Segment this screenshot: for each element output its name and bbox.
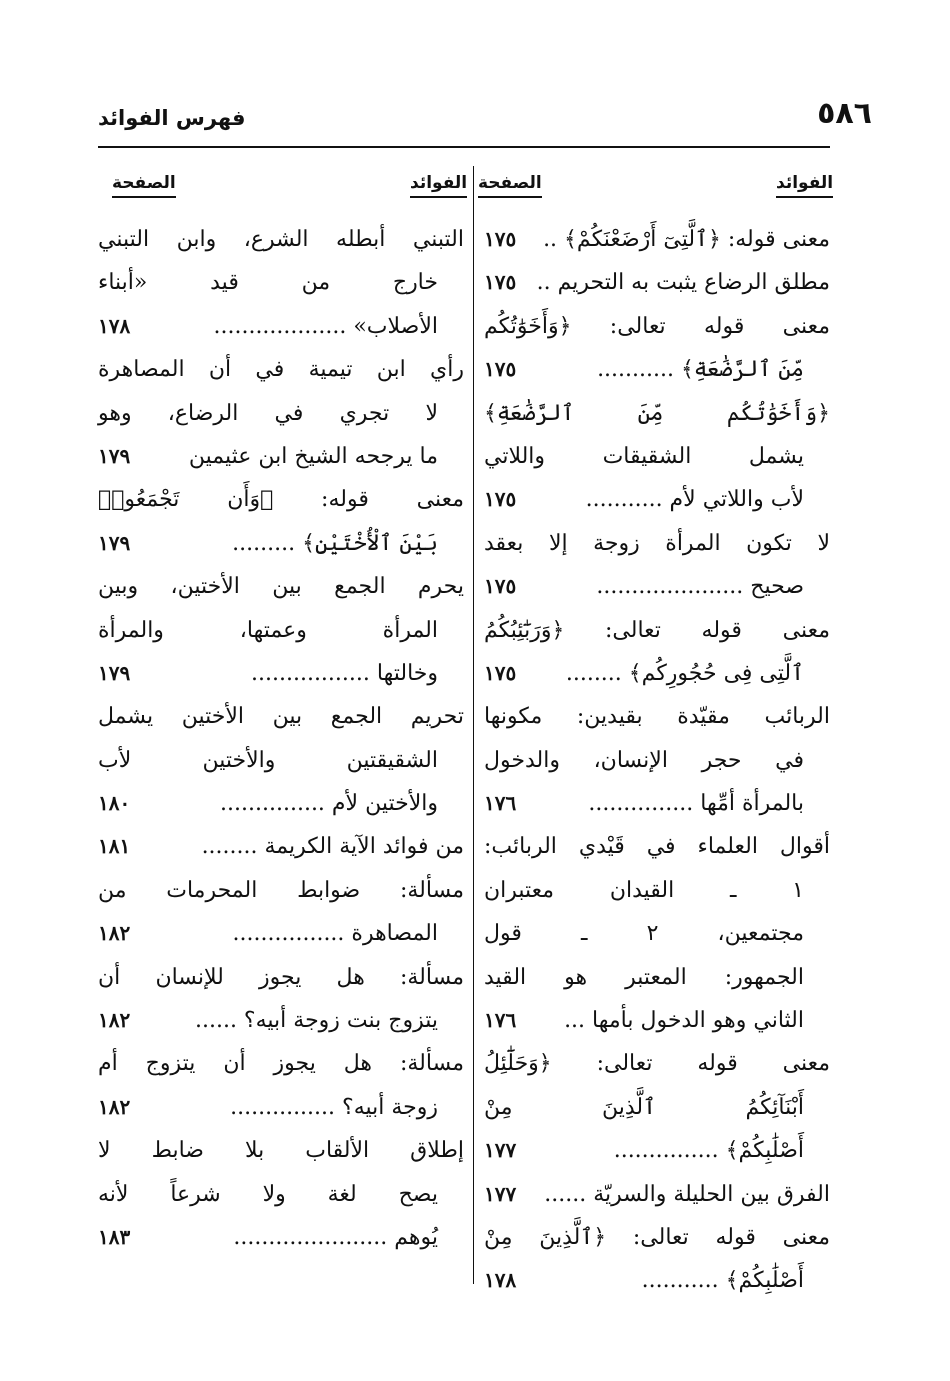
entry-line: تحريم الجمع بين الأختين يشمل — [98, 704, 464, 730]
index-entry — [98, 218, 464, 348]
right-column-fawaid-heading: الفوائد — [776, 173, 833, 198]
entry-page-number: ١٨٣ — [98, 1224, 131, 1249]
index-entry — [484, 305, 830, 392]
entry-page-number: ١٧٩ — [98, 660, 131, 685]
entry-line: الشقيقتين والأختين لأب — [98, 747, 438, 773]
entry-page-number: ١٧٨ — [484, 1268, 517, 1293]
right-column-page-heading: الصفحة — [478, 173, 542, 198]
entry-page-number: ١٨٢ — [98, 1008, 131, 1033]
index-entry — [484, 522, 830, 609]
entry-line: من فوائد الآية الكريمة ........ — [201, 834, 464, 860]
entry-line: يحرم الجمع بين الأختين، وبين — [98, 574, 464, 600]
entry-line: أَصْلَٰبِكُمْ﴾ ........... — [641, 1268, 804, 1294]
entry-line: معنى قوله تعالى: ﴿وَأَخَوَٰتُكُم — [484, 313, 830, 339]
entry-line: معنى قوله تعالى: ﴿وَحَلَٰٓئِلُ — [484, 1051, 830, 1077]
index-entry — [98, 348, 464, 478]
entry-line: ١ ـ القيدان معتبران — [484, 877, 804, 903]
entry-line: ما يرجحه الشيخ ابن عثيمين — [188, 443, 438, 469]
entry-line: الثاني وهو الدخول بأمها ... — [564, 1008, 804, 1034]
entry-line: خارج من قيد «أبناء — [98, 270, 438, 296]
entry-page-number: ١٨٠ — [98, 791, 131, 816]
entry-line: الأصلاب» ................... — [213, 313, 438, 339]
index-entry — [484, 1042, 830, 1172]
entry-line: ٱلَّتِى فِى حُجُورِكُم﴾ ........ — [565, 660, 804, 686]
index-entry — [98, 869, 464, 956]
entry-line: أقوال العلماء في قَيْدي الربائب: — [484, 834, 830, 860]
right-column — [484, 218, 830, 1303]
entry-page-number: ١٧٥ — [484, 357, 517, 382]
index-entry — [484, 1173, 830, 1216]
entry-page-number: ١٨٢ — [98, 1094, 131, 1119]
index-entry — [484, 392, 830, 522]
entry-page-number: ١٧٦ — [484, 1008, 517, 1033]
header-rule — [98, 146, 830, 148]
index-entry — [484, 609, 830, 696]
entry-line: المصاهرة ................ — [232, 921, 438, 947]
entry-line: يتزوج بنت زوجة أبيه؟ ...... — [194, 1008, 438, 1034]
entry-line: معنى قوله: ﴿ٱلَّتِىٓ أَرْضَعْنَكُمْ﴾ .. — [543, 227, 830, 252]
entry-page-number: ١٧٥ — [484, 574, 517, 599]
entry-line: معنى قوله: ﴿وَأَن تَجْمَعُوا۟ — [98, 487, 464, 513]
entry-line: يصح لغة ولا شرعاً لأنه — [98, 1181, 438, 1207]
left-column — [98, 218, 464, 1259]
index-entry — [484, 695, 830, 825]
entry-line: مسألة: هل يجوز للإنسان أن — [98, 964, 464, 990]
entry-line: لا تجري في الرضاع، وهو — [98, 400, 438, 426]
entry-line: الربائب مقيّدة بقيدين: مكونها — [484, 704, 830, 730]
entry-line: التبني أبطله الشرع، وابن التبني — [98, 227, 464, 252]
entry-line: ﴿وَأَخَوَٰتُكُم مِّنَ ٱلرَّضَٰعَةِ﴾ — [484, 400, 830, 426]
index-entry — [484, 261, 830, 304]
index-entry — [484, 825, 830, 1042]
entry-line: رأي ابن تيمية في أن المصاهرة — [98, 357, 464, 383]
entry-page-number: ١٨١ — [98, 834, 131, 859]
index-entry — [98, 565, 464, 695]
entry-line: مِّنَ ٱلرَّضَٰعَةِ﴾ ........... — [597, 357, 804, 383]
index-entry — [98, 695, 464, 825]
entry-line: بالمرأة أمِّها ............... — [588, 791, 804, 817]
entry-page-number: ١٧٥ — [484, 487, 517, 512]
entry-line: الفرق بين الحليلة والسريّة ...... — [544, 1181, 830, 1207]
index-entry — [98, 825, 464, 868]
entry-page-number: ١٧٩ — [98, 443, 131, 468]
entry-page-number: ١٨٢ — [98, 921, 131, 946]
column-divider — [473, 166, 474, 1284]
index-entry — [484, 1216, 830, 1303]
entry-line: صحيح ..................... — [596, 574, 804, 600]
entry-page-number: ١٧٧ — [484, 1181, 517, 1206]
entry-line: وخالتها ................. — [251, 660, 438, 686]
running-title: فهرس الفوائد — [98, 106, 246, 130]
entry-line: في حجر الإنسان، والدخول — [484, 747, 804, 773]
entry-page-number: ١٧٧ — [484, 1138, 517, 1163]
entry-page-number: ١٧٦ — [484, 791, 517, 816]
entry-page-number: ١٧٨ — [98, 313, 131, 338]
entry-line: مجتمعين، ٢ ـ قول — [484, 921, 804, 947]
entry-line: الجمهور: المعتبر هو القيد — [484, 964, 804, 990]
index-entry — [98, 956, 464, 1043]
entry-page-number: ١٧٥ — [484, 660, 517, 685]
index-entry — [98, 1129, 464, 1259]
page-number: ٥٨٦ — [817, 96, 872, 131]
entry-line: أَصْلَٰبِكُمْ﴾ ............... — [613, 1138, 804, 1164]
entry-line: والأختين لأم ............... — [220, 791, 438, 817]
entry-line: بَيْنَ ٱلْأُخْتَيْنِ﴾ ......... — [232, 530, 438, 556]
entry-page-number: ١٧٥ — [484, 270, 517, 295]
entry-page-number: ١٧٥ — [484, 227, 517, 251]
entry-line: مطلق الرضاع يثبت به التحريم .. — [536, 270, 830, 296]
index-entry — [484, 218, 830, 261]
entry-line: أَبْنَآئِكُمُ ٱلَّذِينَ مِنْ — [484, 1094, 804, 1120]
entry-line: معنى قوله تعالى: ﴿وَرَبَٰٓئِبُكُمُ — [484, 617, 830, 643]
entry-line: لا تكون المرأة زوجة إلا بعقد — [484, 530, 830, 556]
left-column-fawaid-heading: الفوائد — [410, 173, 467, 198]
entry-line: إطلاق الألقاب بلا ضابط لا — [98, 1138, 464, 1164]
entry-line: زوجة أبيه؟ ............... — [230, 1094, 438, 1120]
entry-page-number: ١٧٩ — [98, 530, 131, 555]
left-column-page-heading: الصفحة — [112, 173, 176, 198]
entry-line: يشمل الشقيقات واللاتي — [484, 443, 804, 469]
index-entry — [98, 478, 464, 565]
entry-line: مسألة: هل يجوز أن يتزوج أم — [98, 1051, 464, 1077]
entry-line: معنى قوله تعالى: ﴿ٱلَّذِينَ مِنْ — [484, 1224, 830, 1250]
entry-line: يُوهم ...................... — [233, 1224, 438, 1250]
entry-line: مسألة: ضوابط المحرمات من — [98, 877, 464, 903]
entry-line: لأب واللاتي لأم ........... — [585, 487, 804, 513]
index-entry — [98, 1042, 464, 1129]
entry-line: المرأة وعمتها، والمرأة — [98, 617, 438, 643]
